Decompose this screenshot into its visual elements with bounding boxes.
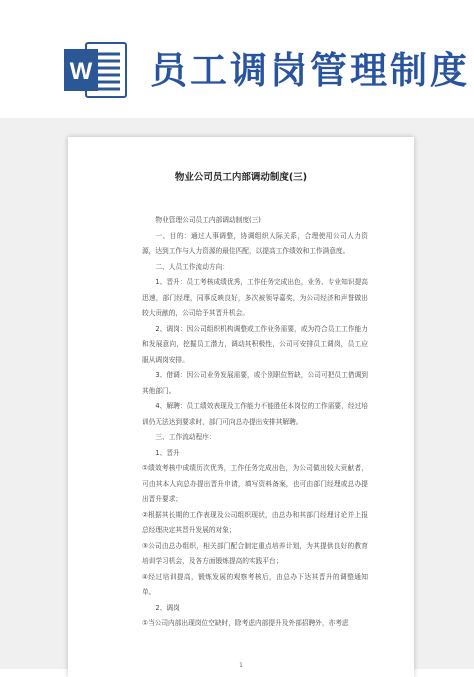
- page-number: 1: [239, 662, 243, 669]
- paragraph: 一、目的：通过人事调整，协调组织人际关系，合理使用公司人力资源，达到工作与人力资源的最佳匹配，以提高工作绩效和工作满意度。: [142, 231, 368, 255]
- word-document-icon: [64, 42, 128, 98]
- paragraph: 1、晋升: [155, 448, 180, 457]
- paragraph: 3、借调：因公司业务发展需要，或个别职位暂缺，公司可把员工借调到其他部门。: [142, 371, 368, 395]
- paragraph: ④经过培训提高，锻炼发展的观察考核后，由总办下达其晋升的调整通知单。: [142, 572, 368, 596]
- paragraph: ②根据其长期的工作表现及公司组织现状，由总办和其部门经理讨论并上报总经理决定其晋升发展的对象；: [142, 510, 368, 534]
- paragraph: 2、调岗: [155, 603, 180, 612]
- paragraph: ①绩效考核中成绩历次优秀，工作任务完成出色，为公司做出较大贡献者，可由其本人向总办提出晋升申请，填写资料备案，也可由部门经理或总办提出晋升要求；: [142, 464, 368, 503]
- paragraph: ③公司由总办组织，相关部门配合制定重点培养计划，为其提供良好的教育培训学习机会，及各方面锻炼提高的实践平台；: [142, 541, 368, 565]
- banner-title: 员工调岗管理制度: [150, 48, 470, 92]
- paragraph: ①当公司内部出现岗位空缺时，除考虑内部提升及外部招聘外，亦考虑: [142, 619, 349, 627]
- paragraph: 二、人员工作流动方向：: [155, 262, 229, 271]
- document-title: 物业公司员工内部调动制度(三): [174, 172, 308, 183]
- paragraph: 三、工作流动程序：: [155, 433, 216, 441]
- svg-text:W: W: [69, 58, 93, 85]
- paragraph: 1、晋升：员工考核成绩优秀，工作任务完成出色，业务、专业知识提高迅速，部门经理，同事反映良好，多次被领导嘉奖，为公司经济和声誉做出较大贡献的，公司给予其晋升机会。: [142, 278, 368, 317]
- paragraph: 4、解聘：员工绩效表现及工作能力不能胜任本岗位的工作需要，经过培训仍无法达到要求时，部门可向总办提出安排其解聘。: [142, 402, 368, 426]
- document-body: [142, 213, 368, 632]
- paragraph: 2、调岗：因公司组织机构调整或工作业务需要，或为符合员工工作能力和发展意向，挖掘员工潜力，调动其积极性，公司可安排员工调岗，员工应服从调岗安排。: [142, 324, 368, 364]
- banner-header: [0, 0, 474, 118]
- document-page: [68, 137, 414, 677]
- paragraph: 物业管理公司员工内部调动制度(三): [155, 216, 261, 224]
